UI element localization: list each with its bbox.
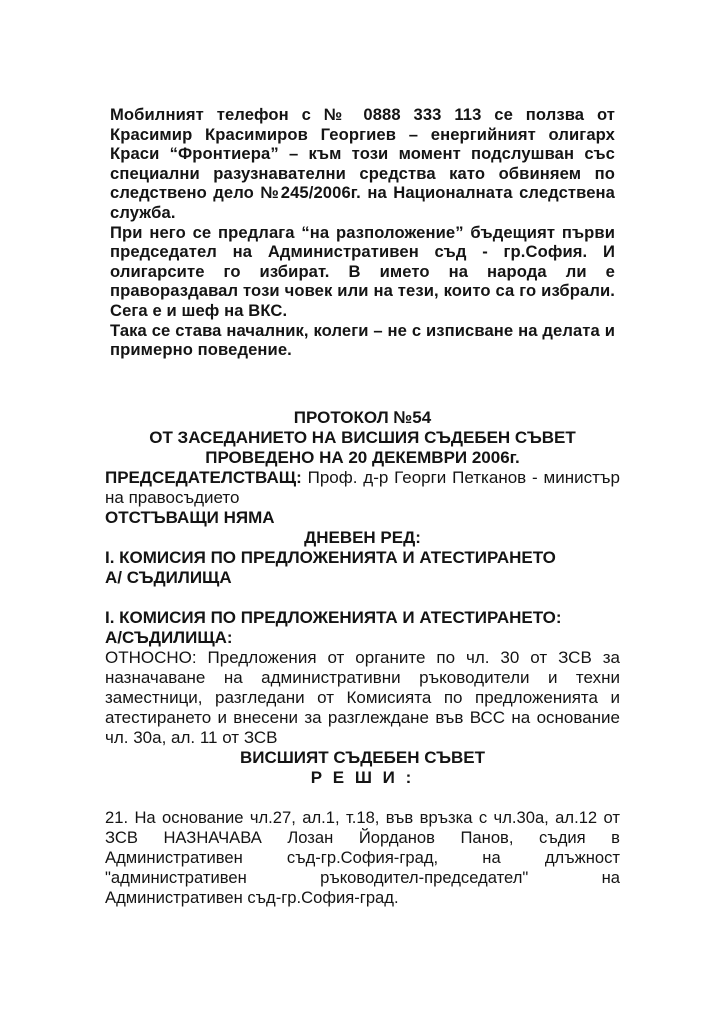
intro-paragraph-3: Така се става началник, колеги – не с изписване на делата и примерно поведение. bbox=[110, 320, 615, 360]
section-sub: А/СЪДИЛИЩА: bbox=[105, 628, 233, 647]
chair-line bbox=[105, 468, 620, 508]
agenda-title: ДНЕВЕН РЕД: bbox=[304, 528, 421, 547]
intro-block bbox=[110, 105, 615, 360]
absent-line: ОТСТЪВАЩИ НЯМА bbox=[105, 508, 275, 527]
decided-heading: Р Е Ш И : bbox=[310, 768, 415, 787]
protocol-subtitle-meeting: ОТ ЗАСЕДАНИЕТО НА ВИСШИЯ СЪДЕБЕН СЪВЕТ bbox=[149, 428, 576, 447]
regarding-paragraph: ОТНОСНО: Предложения от органите по чл. 30 от ЗСВ за назначаване на административни ръководители и техни заместници, разгледани от Комисията по предложенията и атестирането и внесени за разглеждане във ВСС на основание чл. 30а, ал. 11 от ЗСВ bbox=[105, 648, 620, 747]
protocol-subtitle-date: ПРОВЕДЕНО НА 20 ДЕКЕМВРИ 2006г. bbox=[205, 448, 520, 467]
agenda-item-1-sub: А/ СЪДИЛИЩА bbox=[105, 568, 232, 587]
protocol-block bbox=[105, 408, 620, 908]
decision-21: 21. На основание чл.27, ал.1, т.18, във връзка с чл.30а, ал.12 от ЗСВ НАЗНАЧАВА Лозан Йорданов Панов, съдия в Административен съд-гр.София-град, на длъжност "административен ръководител-председател" на Административен съд-гр.София-град. bbox=[105, 808, 620, 907]
section-title: I. КОМИСИЯ ПО ПРЕДЛОЖЕНИЯТА И АТЕСТИРАНЕТО: bbox=[105, 608, 562, 627]
chair-value: Проф. д-р Георги Петканов - министър на правосъдието bbox=[105, 468, 620, 507]
chair-label: ПРЕДСЕДАТЕЛСТВАЩ: bbox=[105, 468, 302, 487]
intro-paragraph-2: При него се предлага “на разположение” бъдещият първи председател на Административен съд - гр.София. И олигарсите го избират. В името на народа ли е правораздавал този човек или на тези, които са го избрали. Сега е и шеф на ВКС. bbox=[110, 222, 615, 320]
intro-paragraph-1: Мобилният телефон с № 0888 333 113 се ползва от Красимир Красимиров Георгиев – енергийният олигарх Краси “Фронтиера” – към този момент подслушван със специални разузнавателни средства като обвиняем по следствено дело №245/2006г. на Националната следствена служба. bbox=[110, 105, 615, 222]
council-heading: ВИСШИЯТ СЪДЕБЕН СЪВЕТ bbox=[239, 748, 486, 767]
agenda-item-1: I. КОМИСИЯ ПО ПРЕДЛОЖЕНИЯТА И АТЕСТИРАНЕТО bbox=[105, 548, 556, 567]
spacer bbox=[105, 588, 620, 608]
spacer bbox=[105, 788, 620, 808]
protocol-title: ПРОТОКОЛ №54 bbox=[293, 408, 432, 427]
